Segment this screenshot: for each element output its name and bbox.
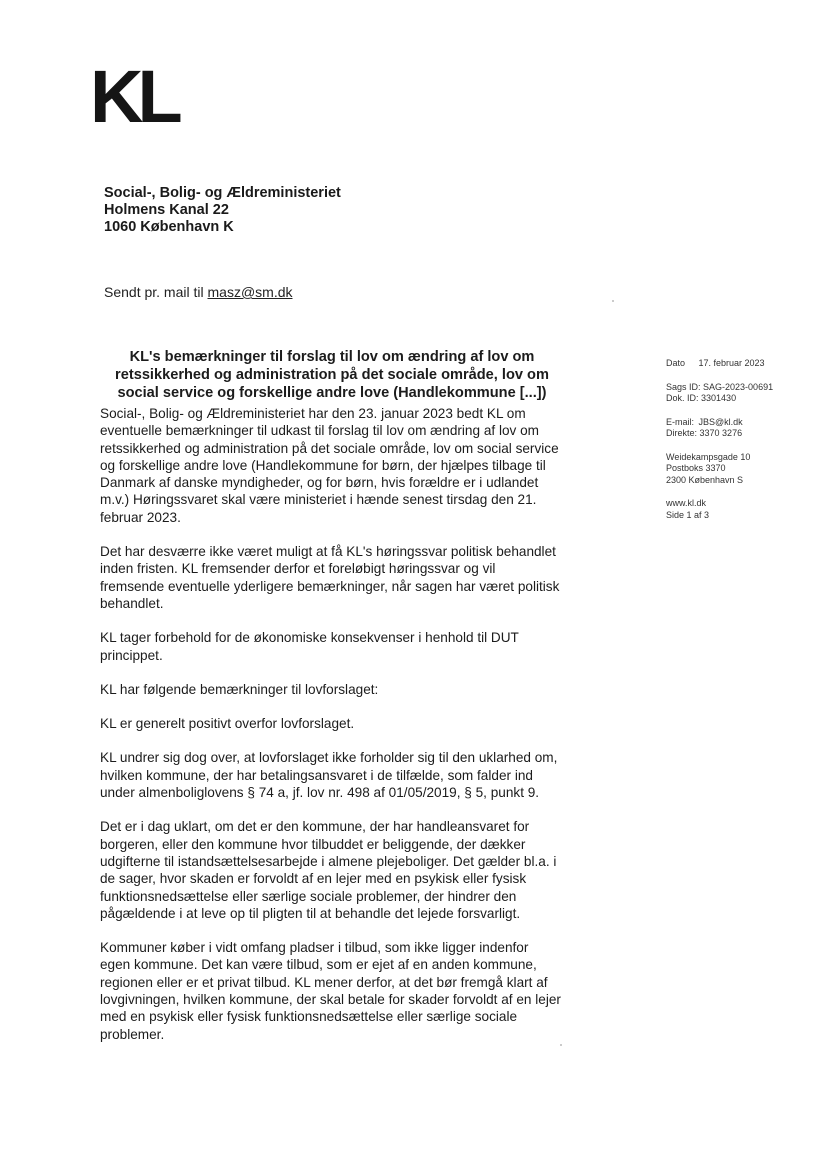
paragraph-3: KL tager forbehold for de økonomiske konsekvenser i henhold til DUT princippet. [100,630,519,663]
letter-body [100,348,562,1060]
scan-speck [612,300,614,302]
recipient-street: Holmens Kanal 22 [104,202,229,218]
letter-title: KL's bemærkninger til forslag til lov om ændring af lov om retssikkerhed og administration på det sociale område, lov om social service og forskellige andre love (Handlekommune [...]) [115,349,549,401]
ids-block [666,382,826,405]
paragraph-2: Det har desværre ikke været muligt at få KL's høringssvar politisk behandlet inden fristen. KL fremsender derfor et foreløbigt høringssvar og vil fremsende eventuelle yderligere bemærkninger, når sagen har været politisk behandlet. [100,544,560,611]
recipient-address [104,185,341,236]
paragraph-4: KL har følgende bemærkninger til lovforslaget: [100,681,379,697]
paragraph-6: KL undrer sig dog over, at lovforslaget ikke forholder sig til den uklarhed om, hvilken kommune, der har betalingsansvaret i de tilfælde, som falder ind under almenboliglovens § 74 a, jf. lov nr. 498 af 01/05/2019, § 5, punkt 9. [100,750,558,801]
web-block [666,498,826,521]
date-value: 17. februar 2023 [698,358,765,368]
case-id-label: Sags ID: [666,381,701,392]
contact-email[interactable]: JBS@kl.dk [698,416,743,427]
case-id-value: SAG-2023-00691 [703,381,774,392]
date-block [666,358,826,370]
direct-phone: 3370 3276 [699,428,743,438]
scan-speck [560,1044,562,1046]
sent-prefix: Sendt pr. mail til [104,284,208,300]
date-label: Dato [666,358,686,368]
page-number: Side 1 af 3 [666,509,710,520]
document-metadata-sidebar [666,358,826,533]
doc-id-label: Dok. ID: [666,393,699,403]
sent-line [104,284,293,300]
recipient-name: Social-, Bolig- og Ældreministeriet [104,185,341,201]
paragraph-1: Social-, Bolig- og Ældreministeriet har den 23. januar 2023 bedt KL om eventuelle bemærkninger til udkast til forslag til lov om ændring af lov om retssikkerhed og administration på det sociale område, lov om social service og forskellige andre love (Handlekommune for børn, der hjælpes tilbage til Danmark af danske myndigheder, og for børn, hvis forældre er i udlandet m.v.) Høringssvaret skal være ministeriet i hænde senest tirsdag den 21. februar 2023. [100,406,559,525]
address-block [666,452,826,487]
direct-label: Direkte: [666,428,698,438]
contact-block [666,417,826,440]
paragraph-8: Kommuner køber i vidt omfang pladser i tilbud, som ikke ligger indenfor egen kommune. Det kan være tilbud, som er ejet af en anden kommune, regionen eller er et privat tilbud. KL mener derfor, at det bør fremgå klart af lovgivningen, hvilken kommune, der skal betale for skader forvoldt af en lejer med en psykisk eller fysisk funktionsnedsættelse eller særlige sociale problemer. [100,940,561,1042]
paragraph-7: Det er i dag uklart, om det er den kommune, der har handleansvaret for borgeren, eller den kommune hvor tilbuddet er beliggende, der dækker udgifterne til istandsættelsesarbejde i almene plejeboliger. Det gælder bl.a. i de sager, hvor skaden er forvoldt af en lejer med en psykisk eller fysisk funktionsnedsættelse eller særlige sociale problemer, der hindrer den pågældende i at leve op til pligten til at behandle det lejede forsvarligt. [100,819,557,921]
recipient-email-link[interactable]: masz@sm.dk [207,284,293,300]
address-street: Weidekampsgade 10 [666,451,751,462]
website-link[interactable]: www.kl.dk [666,498,707,508]
kl-logo: KL [90,55,177,138]
email-label: E-mail: [666,416,695,427]
address-pobox: Postboks 3370 [666,463,726,473]
doc-id-value: 3301430 [701,393,737,403]
paragraph-5: KL er generelt positivt overfor lovforslaget. [100,716,355,732]
recipient-city: 1060 København K [104,219,234,235]
address-city: 2300 København S [666,474,744,485]
